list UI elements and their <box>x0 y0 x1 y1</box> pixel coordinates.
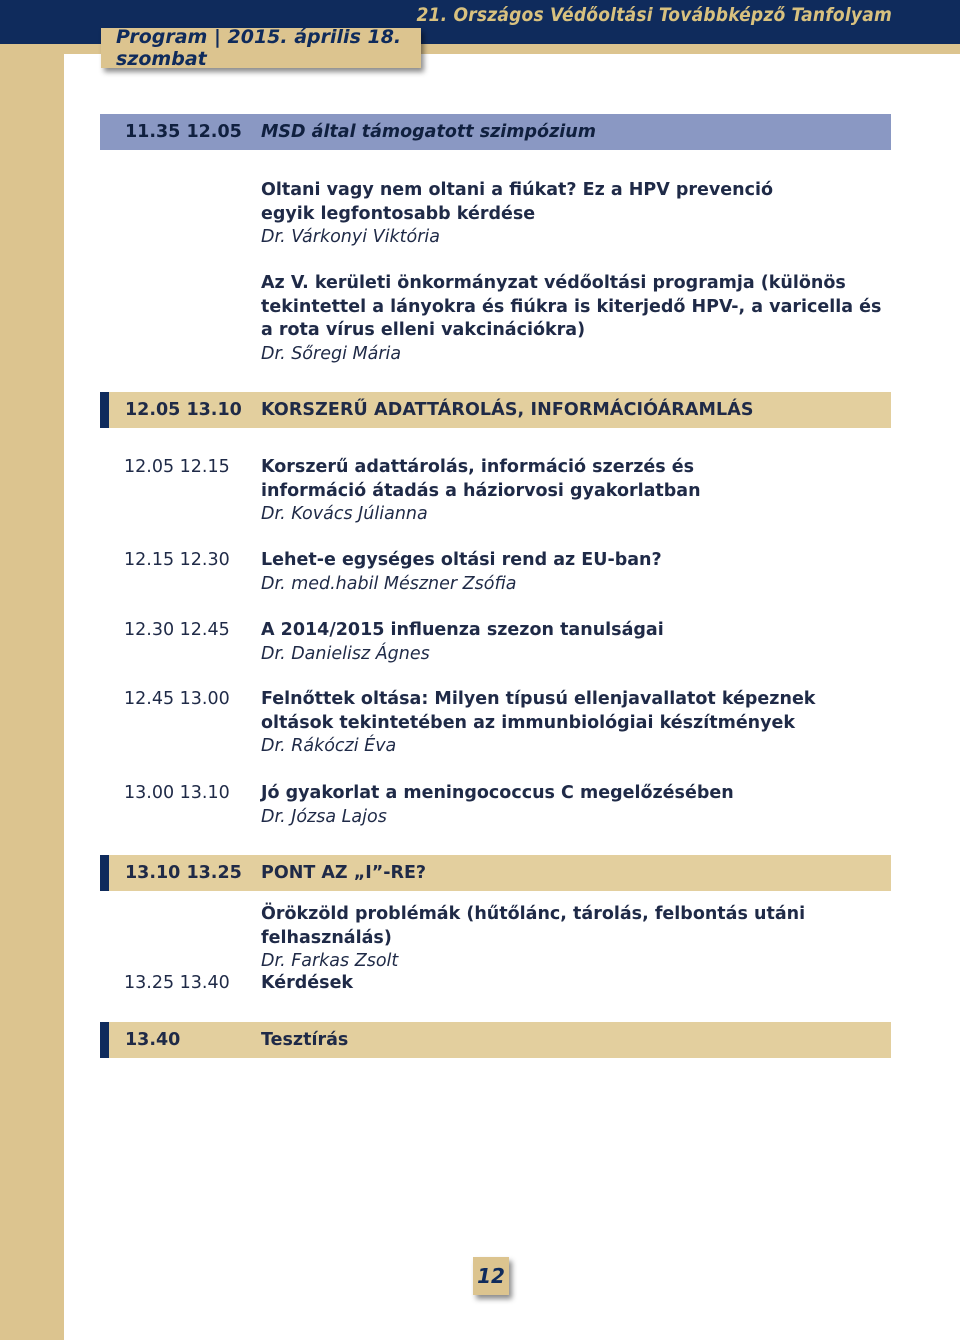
talk-title: Az V. kerületi önkormányzat védőoltási programja (különös tekintettel a lányokra és fiúkra is kiterjedő HPV-, a varicella és a rota vírus elleni vakcinációkra) <box>261 273 882 340</box>
speaker-name: Dr. Rákóczi Éva <box>261 736 397 756</box>
page-number: 12 <box>473 1257 509 1295</box>
session-band-pont <box>100 855 891 891</box>
conference-title: 21. Országos Védőoltási Továbbképző Tanfolyam <box>416 4 892 26</box>
talk-title: Örökzöld problémák (hűtőlánc, tárolás, felbontás utáni felhasználás) <box>261 904 806 948</box>
session-title: KORSZERŰ ADATTÁROLÁS, INFORMÁCIÓÁRAMLÁS <box>261 400 754 420</box>
speaker-name: Dr. med.habil Mészner Zsófia <box>261 573 517 594</box>
talk-title: Oltani vagy nem oltani a fiúkat? Ez a HPV prevenció egyik legfontosabb kérdése <box>261 180 774 224</box>
speaker-name: Dr. Józsa Lajos <box>261 806 387 827</box>
item-time: 12.15 12.30 <box>124 550 230 570</box>
talk-title: Lehet-e egységes oltási rend az EU-ban? <box>261 550 662 570</box>
speaker-name: Dr. Várkonyi Viktória <box>261 227 440 247</box>
talk-title: Korszerű adattárolás, információ szerzés és információ átadás a háziorvosi gyakorlatban <box>261 457 701 501</box>
speaker-name: Dr. Sőregi Mária <box>261 343 402 364</box>
talk-title: Felnőttek oltása: Milyen típusú ellenjavallatot képeznek oltások tekintetében az immunbiológiai készítmények <box>261 689 816 733</box>
session-title: MSD által támogatott szimpózium <box>261 122 596 142</box>
item-time: 12.30 12.45 <box>124 620 230 640</box>
item-time: 13.25 13.40 <box>124 973 230 993</box>
item-time: 12.45 13.00 <box>124 689 230 709</box>
speaker-name: Dr. Kovács Júlianna <box>261 504 428 524</box>
session-band-korszeru <box>100 392 891 428</box>
session-time: 13.40 <box>125 1030 181 1050</box>
speaker-name: Dr. Danielisz Ágnes <box>261 643 430 664</box>
session-band-tesztiras <box>100 1022 891 1058</box>
session-title: PONT AZ „I”-RE? <box>261 863 427 883</box>
item-time: 12.05 12.15 <box>124 457 230 477</box>
speaker-name: Dr. Farkas Zsolt <box>261 951 399 971</box>
session-time: 12.05 13.10 <box>125 400 242 420</box>
session-time: 13.10 13.25 <box>125 863 242 883</box>
program-date-tab: Program | 2015. április 18. szombat <box>101 28 421 68</box>
talk-title: Kérdések <box>261 973 354 993</box>
session-title: Tesztírás <box>261 1030 349 1050</box>
talk-title: Jó gyakorlat a meningococcus C megelőzésében <box>261 783 734 803</box>
talk-title: A 2014/2015 influenza szezon tanulságai <box>261 620 664 640</box>
item-time: 13.00 13.10 <box>124 783 230 803</box>
session-band-msd <box>100 114 891 150</box>
session-time: 11.35 12.05 <box>125 122 242 142</box>
